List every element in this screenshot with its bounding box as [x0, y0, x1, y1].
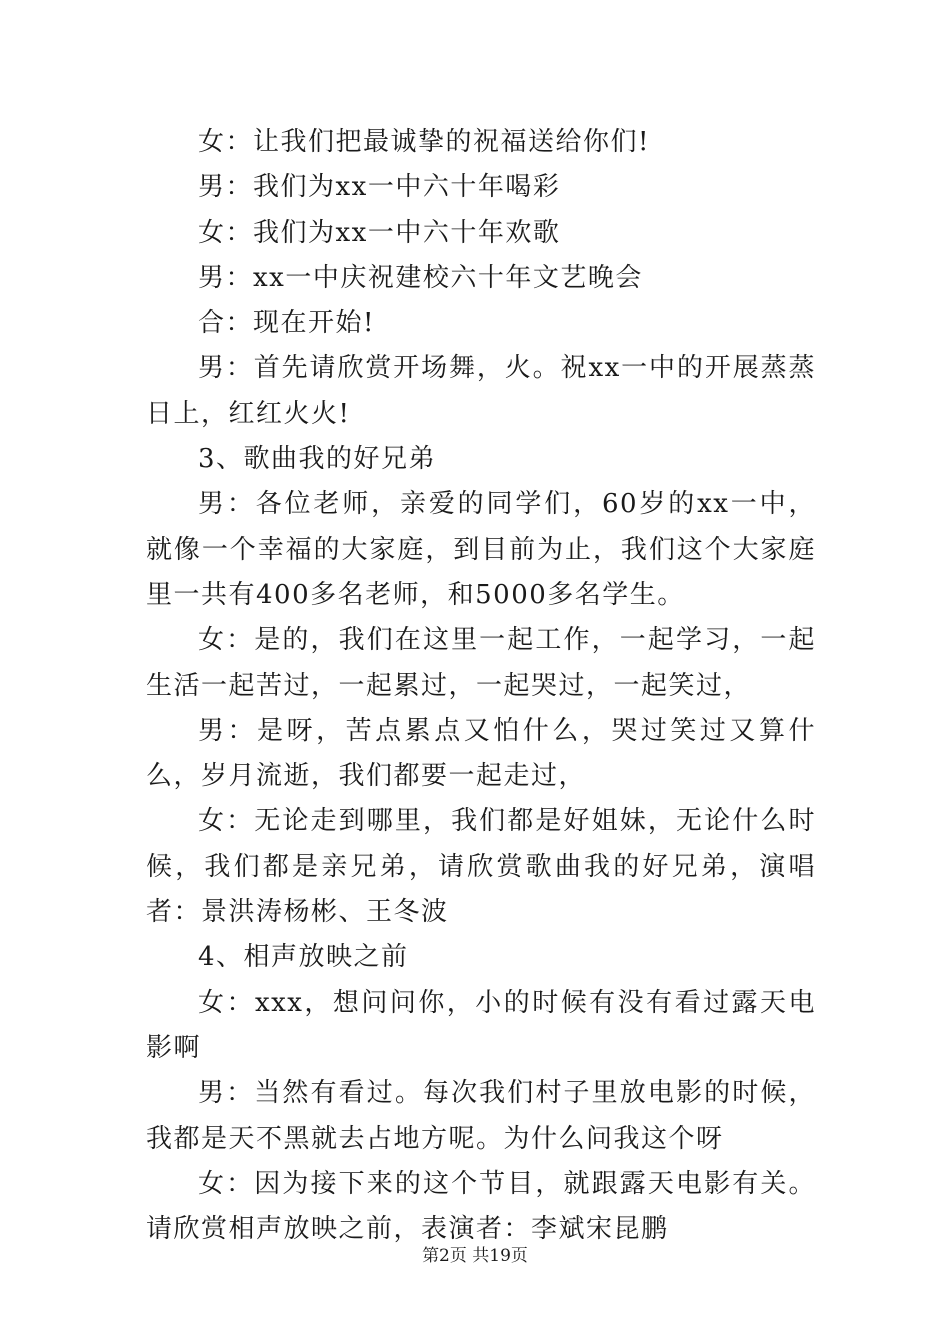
section-heading: 3、歌曲我的好兄弟: [198, 444, 437, 475]
paragraph: 男：各位老师，亲爱的同学们，60岁的xx一中，就像一个幸福的大家庭，到目前为止，我们这个大家庭里一共有400多名老师，和5000多名学生。: [146, 489, 816, 610]
paragraph: 男：首先请欣赏开场舞，火。祝xx一中的开展蒸蒸日上，红红火火!: [146, 353, 816, 429]
paragraph: 女：是的，我们在这里一起工作，一起学习，一起生活一起苦过，一起累过，一起哭过，一起笑过，: [146, 625, 816, 701]
page-number-footer: 第2页 共19页: [422, 1246, 528, 1266]
paragraph: 女：让我们把最诚挚的祝福送给你们!: [198, 127, 650, 157]
section-heading: 4、相声放映之前: [198, 942, 409, 973]
paragraph: 女：我们为xx一中六十年欢歌: [198, 217, 561, 248]
document-body: [146, 120, 816, 1252]
paragraph: 女：xxx，想问问你，小的时候有没有看过露天电影啊: [146, 987, 816, 1063]
paragraph: 女：因为接下来的这个节目，就跟露天电影有关。请欣赏相声放映之前，表演者：李斌宋昆鹏: [146, 1168, 816, 1245]
paragraph: 男：我们为xx一中六十年喝彩: [198, 172, 561, 203]
paragraph: 女：无论走到哪里，我们都是好姐妹，无论什么时候，我们都是亲兄弟，请欣赏歌曲我的好兄弟，演唱者：景洪涛杨彬、王冬波: [146, 806, 816, 928]
paragraph: 男：xx一中庆祝建校六十年文艺晚会: [198, 262, 643, 293]
paragraph: 男：当然有看过。每次我们村子里放电影的时候，我都是天不黑就去占地方呢。为什么问我这个呀: [146, 1078, 816, 1154]
paragraph: 合：现在开始!: [198, 308, 375, 339]
paragraph: 男：是呀，苦点累点又怕什么，哭过笑过又算什么，岁月流逝，我们都要一起走过，: [146, 715, 816, 792]
